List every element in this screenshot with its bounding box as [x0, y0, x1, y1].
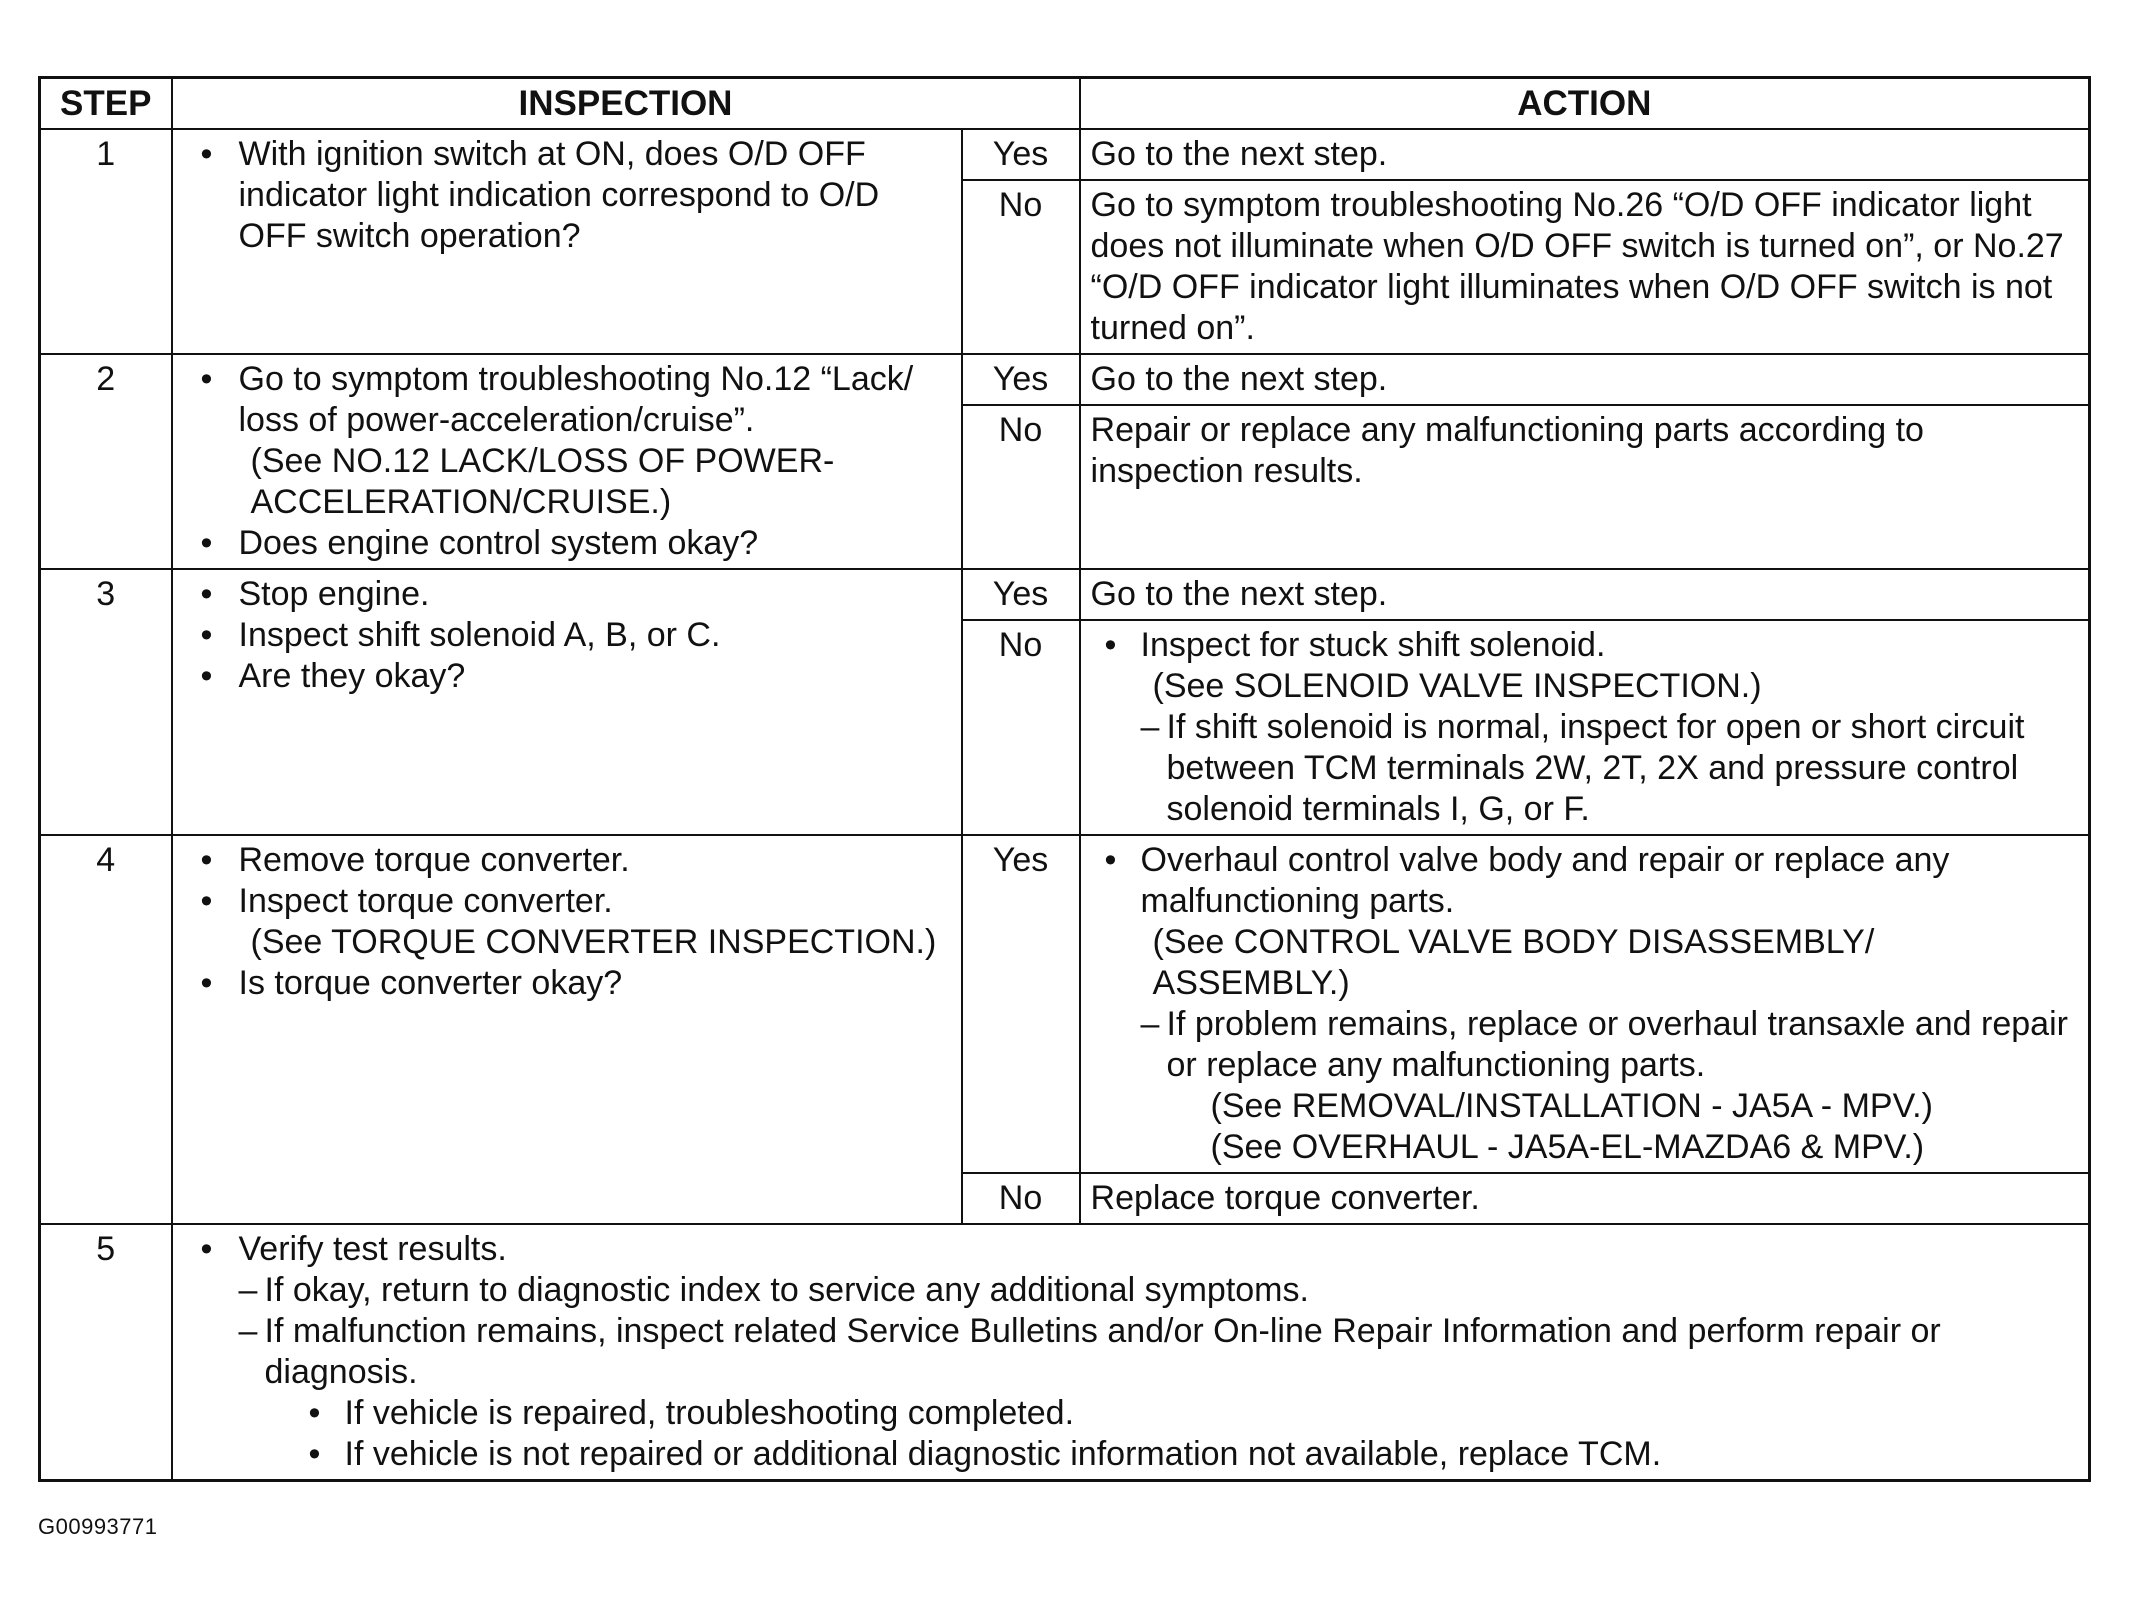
- inspection-cell: [172, 354, 962, 569]
- see-reference: (See NO.12 LACK/LOSS OF POWER-ACCELERATION/CRUISE.): [250, 442, 835, 521]
- dash-text: If malfunction remains, inspect related Service Bulletins and/or On-line Repair Information and perform repair or diagnosis.: [264, 1312, 1941, 1391]
- yes-action: Go to the next step.: [1080, 129, 2090, 180]
- no-action: Go to symptom troubleshooting No.26 “O/D OFF indicator light does not illuminate when O/D OFF switch is turned on”, or No.27 “O/D OFF indicator light illuminates when O/D OFF switch is not turned on”.: [1080, 180, 2090, 354]
- table-row: [40, 354, 2090, 405]
- inspection-text: • Go to symptom troubleshooting No.12 “Lack/ loss of power-acceleration/cruise”.: [238, 360, 914, 439]
- inspection-item: • Does engine control system okay?: [183, 523, 951, 564]
- inspection-item: • Is torque converter okay?: [183, 963, 951, 1004]
- no-label: No: [962, 1173, 1080, 1224]
- dash-mark: –: [238, 1271, 258, 1309]
- table-row: [40, 1224, 2090, 1481]
- inspection-item: • Are they okay?: [183, 656, 951, 697]
- yes-action: [1080, 835, 2090, 1173]
- sub-bullet: • If vehicle is repaired, troubleshooting completed.: [183, 1393, 2079, 1434]
- diagnostic-table-container: [38, 76, 2088, 1482]
- no-label: No: [962, 620, 1080, 835]
- diagnostic-table: [38, 76, 2091, 1482]
- verify-item: [183, 1229, 2079, 1393]
- dash-item: [1141, 1004, 2079, 1086]
- inspection-item: • With ignition switch at ON, does O/D OFF indicator light indication correspond to O/D OFF switch operation?: [183, 134, 951, 257]
- step-header: STEP: [40, 78, 172, 130]
- dash-text: If shift solenoid is normal, inspect for open or short circuit between TCM terminals 2W, 2T, 2X and pressure control solenoid terminals I, G, or F.: [1166, 708, 2025, 828]
- action-header: ACTION: [1080, 78, 2090, 130]
- inspection-item: • Stop engine.: [183, 574, 951, 615]
- see-reference: (See REMOVAL/INSTALLATION - JA5A - MPV.): [1210, 1087, 1933, 1125]
- no-action: Replace torque converter.: [1080, 1173, 2090, 1224]
- no-action: [1080, 620, 2090, 835]
- no-label: No: [962, 180, 1080, 354]
- dash-item: [1141, 707, 2079, 830]
- verification-cell: [172, 1224, 2090, 1481]
- figure-id: G00993771: [38, 1514, 158, 1539]
- inspection-item: [183, 881, 951, 963]
- step-number: 1: [40, 129, 172, 354]
- see-reference: (See SOLENOID VALVE INSPECTION.): [1152, 667, 1762, 705]
- dash-mark: –: [1140, 708, 1160, 746]
- see-reference: (See TORQUE CONVERTER INSPECTION.): [250, 923, 937, 961]
- yes-label: Yes: [962, 354, 1080, 405]
- inspection-text: • Inspect torque converter.: [238, 882, 613, 920]
- see-reference: (See OVERHAUL - JA5A-EL-MAZDA6 & MPV.): [1210, 1128, 1925, 1166]
- no-label: No: [962, 405, 1080, 569]
- inspection-cell: [172, 129, 962, 354]
- action-text: • Overhaul control valve body and repair or replace any malfunctioning parts.: [1140, 841, 1950, 920]
- inspection-item: [183, 359, 951, 523]
- step-number: 4: [40, 835, 172, 1224]
- inspection-item: • Remove torque converter.: [183, 840, 951, 881]
- action-item: [1091, 840, 2079, 1168]
- yes-action: Go to the next step.: [1080, 569, 2090, 620]
- action-text: • Inspect for stuck shift solenoid.: [1140, 626, 1606, 664]
- dash-mark: –: [1140, 1005, 1160, 1043]
- step-number: 2: [40, 354, 172, 569]
- see-reference: (See CONTROL VALVE BODY DISASSEMBLY/ ASSEMBLY.): [1152, 923, 1875, 1002]
- table-row: [40, 129, 2090, 180]
- yes-label: Yes: [962, 129, 1080, 180]
- yes-action: Go to the next step.: [1080, 354, 2090, 405]
- no-action: Repair or replace any malfunctioning parts according to inspection results.: [1080, 405, 2090, 569]
- inspection-cell: [172, 569, 962, 835]
- table-row: [40, 835, 2090, 1173]
- yes-label: Yes: [962, 835, 1080, 1173]
- table-header-row: [40, 78, 2090, 130]
- verify-text: • Verify test results.: [238, 1230, 507, 1268]
- table-row: [40, 569, 2090, 620]
- dash-item: [239, 1270, 2079, 1311]
- inspection-cell: [172, 835, 962, 1224]
- dash-mark: –: [238, 1312, 258, 1350]
- step-number: 3: [40, 569, 172, 835]
- step-number: 5: [40, 1224, 172, 1481]
- yes-label: Yes: [962, 569, 1080, 620]
- action-item: [1091, 625, 2079, 830]
- inspection-header: INSPECTION: [172, 78, 1080, 130]
- dash-text: If okay, return to diagnostic index to service any additional symptoms.: [264, 1271, 1309, 1309]
- dash-text: If problem remains, replace or overhaul transaxle and repair or replace any malfunctioning parts.: [1166, 1005, 2068, 1084]
- sub-bullet: • If vehicle is not repaired or additional diagnostic information not available, replace TCM.: [183, 1434, 2079, 1475]
- inspection-item: • Inspect shift solenoid A, B, or C.: [183, 615, 951, 656]
- dash-item: [239, 1311, 2079, 1393]
